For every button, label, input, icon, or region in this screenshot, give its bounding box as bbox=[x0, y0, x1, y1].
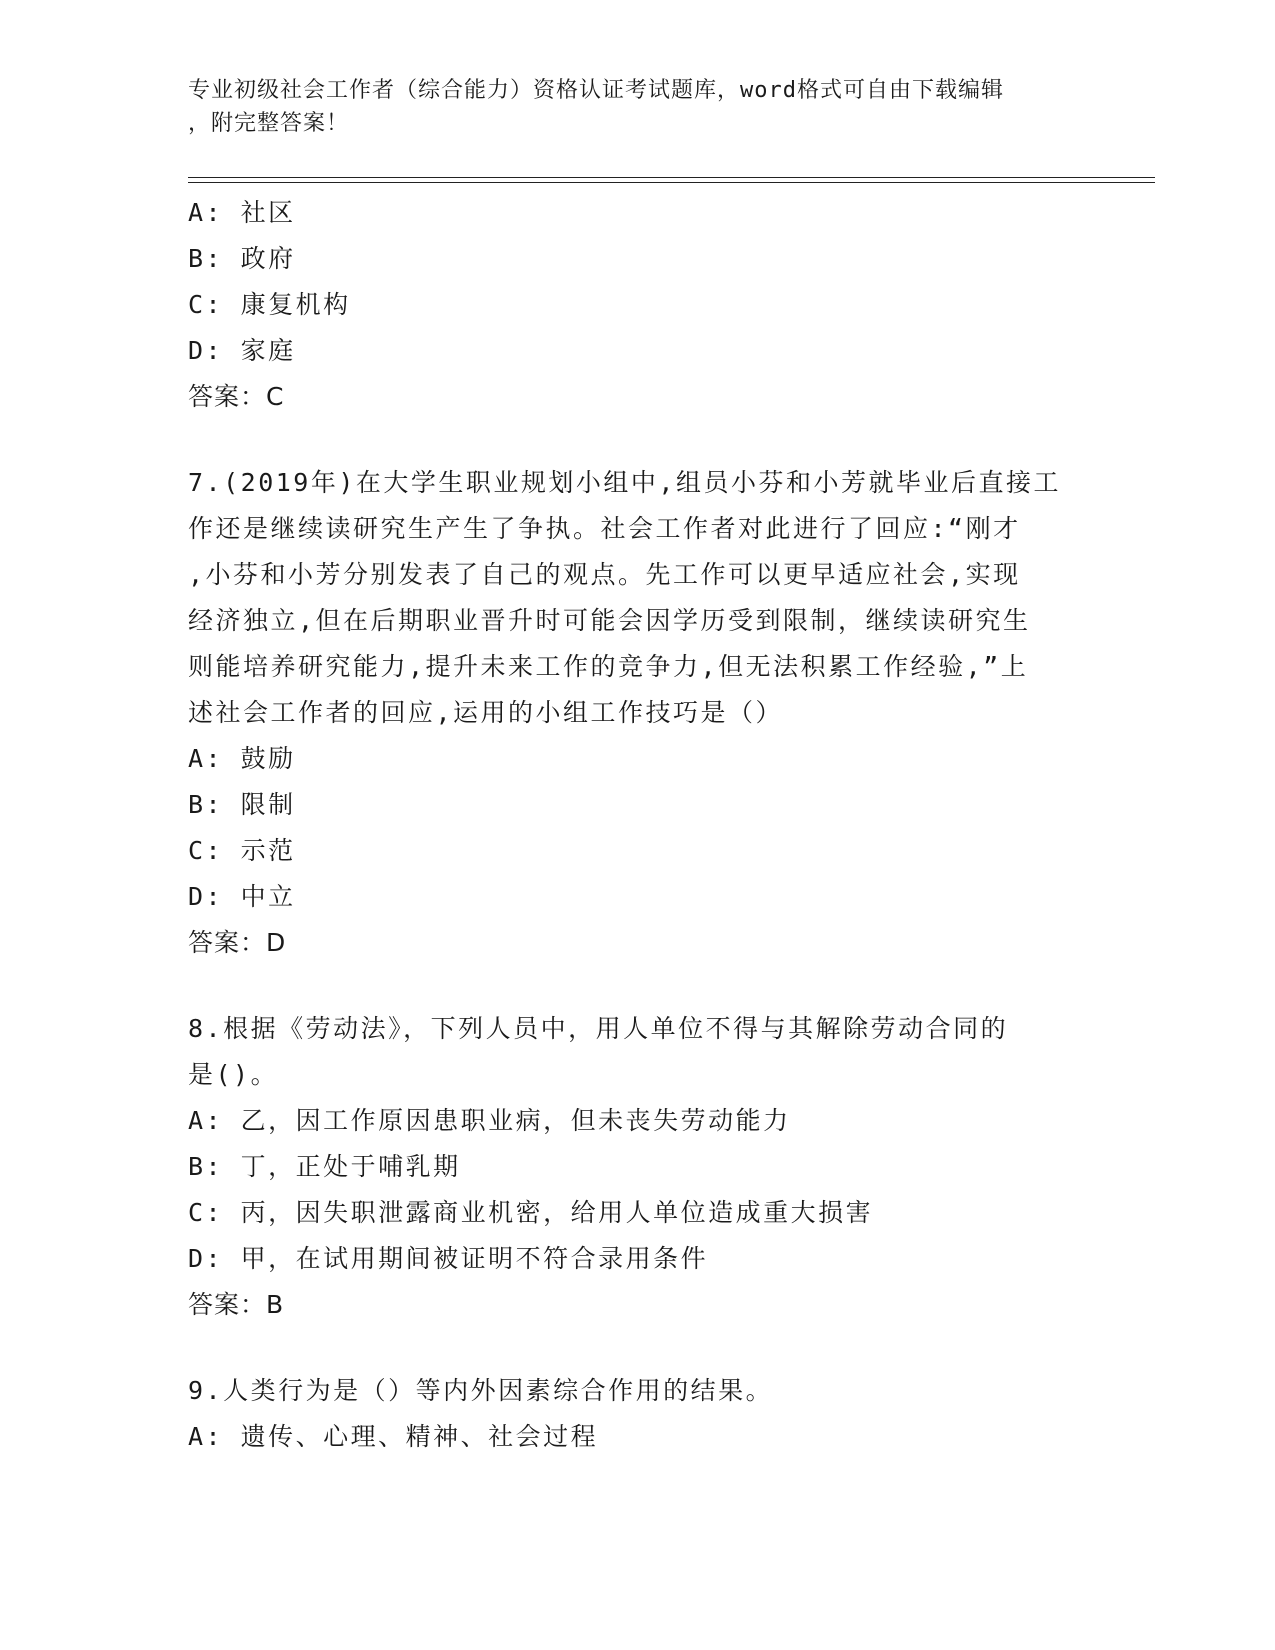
question-7-text-line: 则能培养研究能力,提升未来工作的竞争力,但无法积累工作经验,”上 bbox=[188, 652, 1029, 681]
question-7 bbox=[188, 460, 1088, 966]
question-7-text-line: 经济独立,但在后期职业晋升时可能会因学历受到限制，继续读研究生 bbox=[188, 606, 1031, 635]
question-8-text-line: 8.根据《劳动法》，下列人员中，用人单位不得与其解除劳动合同的 bbox=[188, 1014, 1009, 1043]
question-7-text-line: 7.(2019年)在大学生职业规划小组中,组员小芬和小芳就毕业后直接工 bbox=[188, 468, 1061, 497]
option-d: D: 家庭 bbox=[188, 336, 296, 365]
header-title-line-1: 专业初级社会工作者（综合能力）资格认证考试题库，word格式可自由下载编辑 bbox=[188, 78, 1004, 103]
header-rule-top bbox=[188, 177, 1155, 178]
document-header bbox=[188, 74, 1068, 140]
question-8-answer: 答案：B bbox=[188, 1290, 285, 1319]
question-9-text-line: 9.人类行为是（）等内外因素综合作用的结果。 bbox=[188, 1376, 774, 1405]
question-content bbox=[188, 190, 1088, 1460]
option-a: A: 鼓励 bbox=[188, 744, 296, 773]
question-6-answer: 答案：C bbox=[188, 382, 285, 411]
question-9 bbox=[188, 1368, 1088, 1460]
option-c: C: 示范 bbox=[188, 836, 296, 865]
option-d: D: 甲，在试用期间被证明不符合录用条件 bbox=[188, 1244, 709, 1273]
option-d: D: 中立 bbox=[188, 882, 296, 911]
option-a: A: 乙，因工作原因患职业病，但未丧失劳动能力 bbox=[188, 1106, 791, 1135]
question-8-text-line: 是()。 bbox=[188, 1060, 279, 1089]
question-7-text-line: 作还是继续读研究生产生了争执。社会工作者对此进行了回应:“刚才 bbox=[188, 514, 1021, 543]
option-a: A: 社区 bbox=[188, 198, 296, 227]
question-7-text-line: 述社会工作者的回应,运用的小组工作技巧是（） bbox=[188, 698, 784, 727]
question-7-answer: 答案：D bbox=[188, 928, 287, 957]
option-b: B: 限制 bbox=[188, 790, 296, 819]
option-b: B: 政府 bbox=[188, 244, 296, 273]
question-7-text-line: ,小芬和小芳分别发表了自己的观点。先工作可以更早适应社会,实现 bbox=[188, 560, 1021, 589]
option-c: C: 康复机构 bbox=[188, 290, 351, 319]
header-rule-bottom bbox=[188, 182, 1155, 183]
option-c: C: 丙，因失职泄露商业机密，给用人单位造成重大损害 bbox=[188, 1198, 874, 1227]
option-b: B: 丁，正处于哺乳期 bbox=[188, 1152, 461, 1181]
option-a: A: 遗传、心理、精神、社会过程 bbox=[188, 1422, 599, 1451]
header-title-line-2: ，附完整答案！ bbox=[188, 111, 350, 136]
question-8 bbox=[188, 1006, 1088, 1328]
question-6-options bbox=[188, 190, 1088, 374]
